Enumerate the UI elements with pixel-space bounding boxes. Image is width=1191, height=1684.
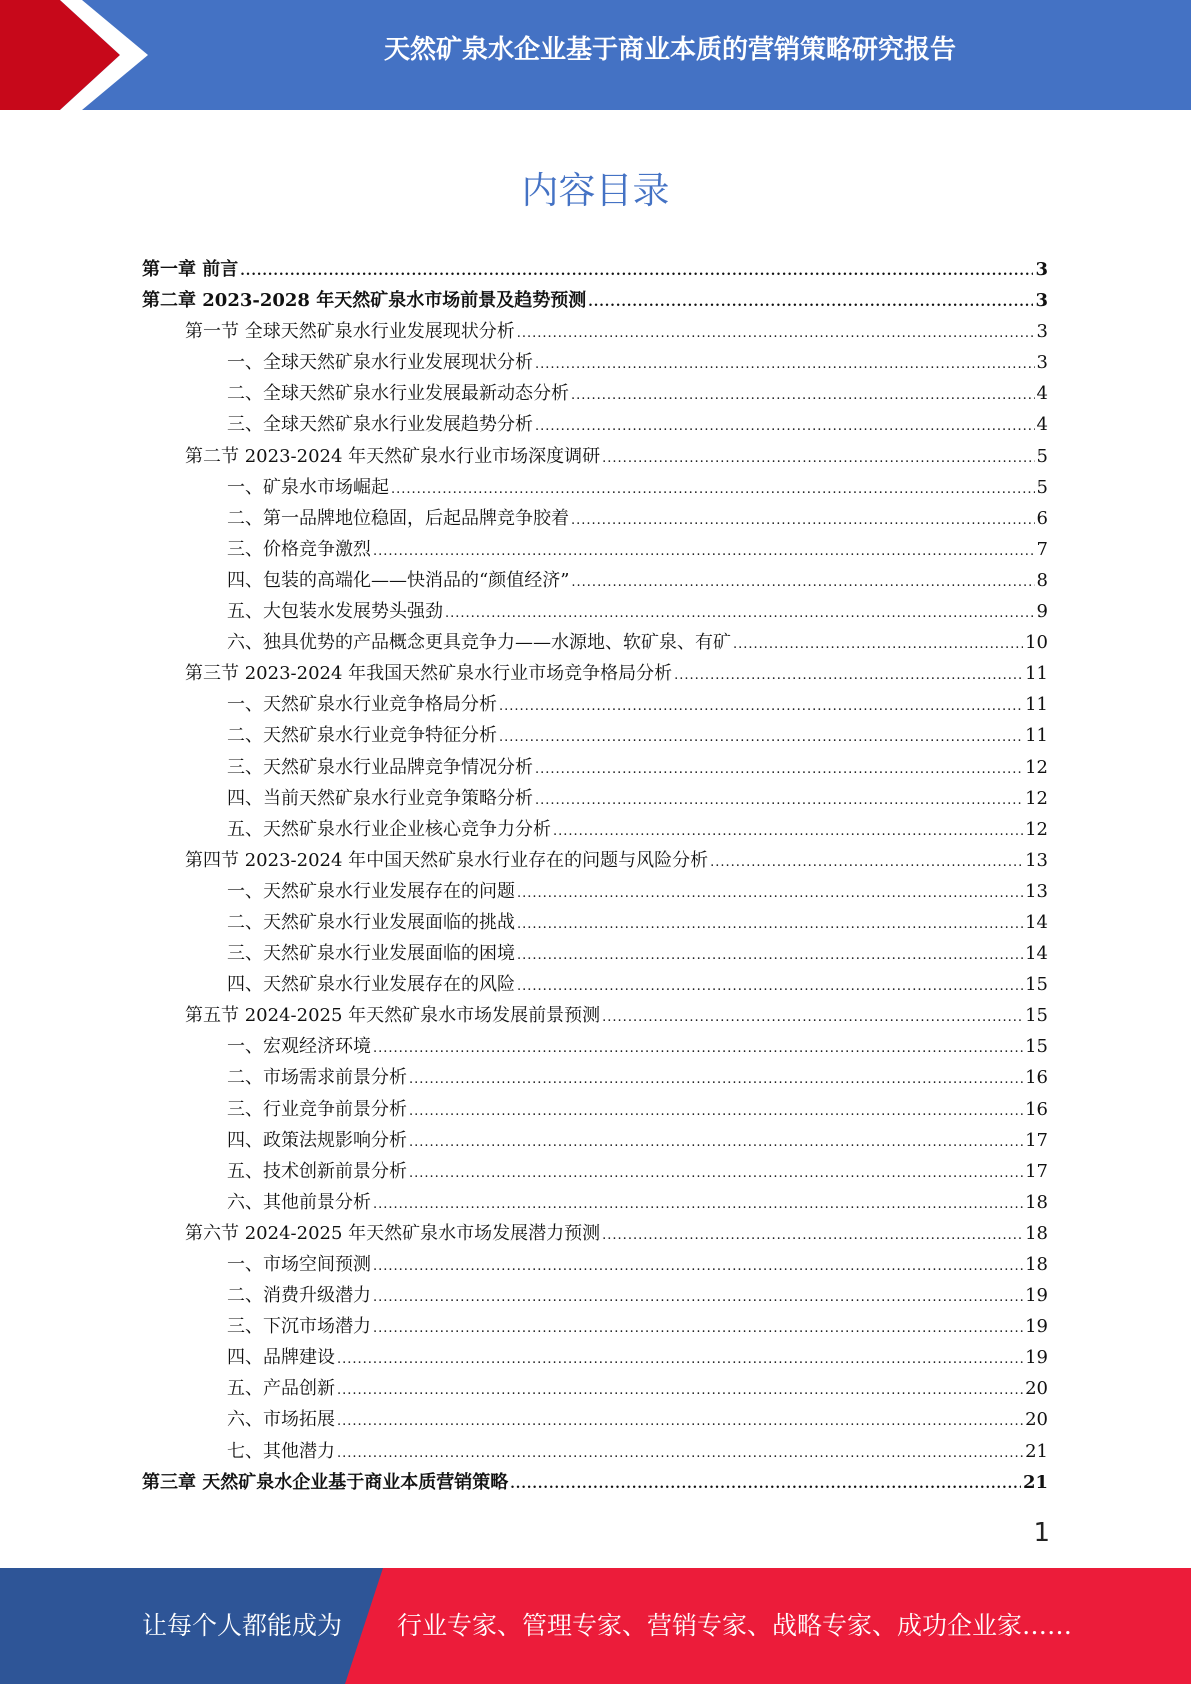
toc-entry-page: 9 bbox=[1036, 601, 1048, 623]
page-number: 1 bbox=[1033, 1518, 1050, 1548]
toc-entry-page: 20 bbox=[1025, 1378, 1048, 1400]
toc-leader-dots bbox=[710, 847, 1023, 878]
toc-entry-title: 三、下沉市场潜力 bbox=[227, 1316, 371, 1338]
toc-entry[interactable] bbox=[142, 254, 1048, 285]
toc-leader-dots bbox=[602, 443, 1034, 474]
toc-entry-title: 六、独具优势的产品概念更具竞争力——水源地、软矿泉、有矿 bbox=[227, 632, 731, 654]
toc-entry[interactable] bbox=[142, 1000, 1048, 1031]
toc-leader-dots bbox=[499, 691, 1023, 722]
toc-entry-title: 第二节 2023-2024 年天然矿泉水行业市场深度调研 bbox=[185, 445, 601, 467]
toc-leader-dots bbox=[535, 785, 1023, 816]
toc-leader-dots bbox=[602, 1002, 1023, 1033]
toc-entry[interactable] bbox=[142, 783, 1048, 814]
toc-entry[interactable] bbox=[142, 441, 1048, 472]
toc-leader-dots bbox=[409, 1158, 1023, 1189]
toc-entry-title: 第五节 2024-2025 年天然矿泉水市场发展前景预测 bbox=[185, 1005, 601, 1027]
toc-entry-page: 18 bbox=[1025, 1222, 1048, 1244]
toc-leader-dots bbox=[510, 1469, 1021, 1500]
toc-leader-dots bbox=[391, 474, 1035, 505]
toc-leader-dots bbox=[517, 318, 1035, 349]
toc-leader-dots bbox=[409, 1096, 1023, 1127]
toc-entry-page: 11 bbox=[1025, 725, 1048, 747]
toc-leader-dots bbox=[373, 1033, 1023, 1064]
toc-entry[interactable] bbox=[142, 845, 1048, 876]
toc-entry-page: 4 bbox=[1036, 414, 1048, 436]
toc-entry-title: 四、当前天然矿泉水行业竞争策略分析 bbox=[227, 787, 533, 809]
toc-leader-dots bbox=[571, 505, 1035, 536]
toc-entry-title: 五、天然矿泉水行业企业核心竞争力分析 bbox=[227, 818, 551, 840]
toc-entry[interactable] bbox=[142, 472, 1048, 503]
toc-entry[interactable] bbox=[142, 378, 1048, 409]
toc-entry[interactable] bbox=[142, 596, 1048, 627]
toc-entry-page: 21 bbox=[1025, 1440, 1048, 1462]
toc-entry[interactable] bbox=[142, 565, 1048, 596]
toc-entry-title: 六、其他前景分析 bbox=[227, 1191, 371, 1213]
toc-entry[interactable] bbox=[142, 503, 1048, 534]
toc-leader-dots bbox=[535, 754, 1023, 785]
toc-entry-page: 5 bbox=[1036, 445, 1048, 467]
toc-entry[interactable] bbox=[142, 409, 1048, 440]
toc-entry[interactable] bbox=[142, 534, 1048, 565]
toc-entry-title: 三、天然矿泉水行业品牌竞争情况分析 bbox=[227, 756, 533, 778]
footer-slogan-left: 让每个人都能成为 bbox=[142, 1611, 343, 1640]
toc-entry-title: 第一章 前言 bbox=[142, 259, 239, 280]
toc-entry[interactable] bbox=[142, 1467, 1048, 1498]
toc-leader-dots bbox=[517, 909, 1023, 940]
toc-entry-title: 二、第一品牌地位稳固，后起品牌竞争胶着 bbox=[227, 507, 569, 529]
toc-entry-page: 3 bbox=[1035, 290, 1048, 312]
toc-entry-page: 5 bbox=[1036, 476, 1048, 498]
toc-entry[interactable] bbox=[142, 1156, 1048, 1187]
toc-entry-page: 13 bbox=[1025, 849, 1048, 871]
toc-entry-title: 三、天然矿泉水行业发展面临的困境 bbox=[227, 943, 515, 965]
toc-entry[interactable] bbox=[142, 689, 1048, 720]
toc-entry-title: 五、大包装水发展势头强劲 bbox=[227, 601, 443, 623]
page-footer bbox=[0, 1568, 1191, 1684]
toc-entry-title: 二、天然矿泉水行业竞争特征分析 bbox=[227, 725, 497, 747]
toc-entry[interactable] bbox=[142, 1218, 1048, 1249]
toc-entry-title: 二、市场需求前景分析 bbox=[227, 1067, 407, 1089]
toc-leader-dots bbox=[553, 816, 1023, 847]
toc-entry-page: 19 bbox=[1025, 1316, 1048, 1338]
toc-leader-dots bbox=[571, 567, 1034, 598]
toc-entry-title: 一、宏观经济环境 bbox=[227, 1036, 371, 1058]
toc-entry[interactable] bbox=[142, 1062, 1048, 1093]
toc-leader-dots bbox=[373, 1282, 1023, 1313]
header-chevron-decoration bbox=[0, 0, 160, 110]
toc-entry[interactable] bbox=[142, 1436, 1048, 1467]
toc-entry-page: 18 bbox=[1025, 1254, 1048, 1275]
report-title: 天然矿泉水企业基于商业本质的营销策略研究报告 bbox=[383, 35, 956, 65]
toc-entry-page: 4 bbox=[1036, 383, 1048, 405]
toc-leader-dots bbox=[517, 878, 1023, 909]
toc-leader-dots bbox=[373, 1313, 1023, 1344]
toc-entry-title: 一、市场空间预测 bbox=[227, 1254, 371, 1275]
toc-entry-title: 一、天然矿泉水行业发展存在的问题 bbox=[227, 880, 515, 902]
toc-leader-dots bbox=[337, 1344, 1023, 1375]
toc-entry-title: 一、矿泉水市场崛起 bbox=[227, 476, 389, 498]
toc-entry-title: 二、全球天然矿泉水行业发展最新动态分析 bbox=[227, 383, 569, 405]
toc-entry-title: 二、天然矿泉水行业发展面临的挑战 bbox=[227, 911, 515, 933]
toc-entry-title: 五、技术创新前景分析 bbox=[227, 1160, 407, 1182]
toc-entry-title: 三、价格竞争激烈 bbox=[227, 538, 371, 560]
toc-entry[interactable] bbox=[142, 1311, 1048, 1342]
toc-leader-dots bbox=[409, 1064, 1023, 1095]
toc-leader-dots bbox=[674, 660, 1023, 691]
toc-entry[interactable] bbox=[142, 285, 1048, 316]
toc-entry-title: 第一节 全球天然矿泉水行业发展现状分析 bbox=[185, 321, 515, 343]
toc-entry-page: 15 bbox=[1025, 1005, 1048, 1027]
toc-entry[interactable] bbox=[142, 658, 1048, 689]
toc-entry[interactable] bbox=[142, 876, 1048, 907]
toc-entry-page: 15 bbox=[1025, 1036, 1048, 1058]
toc-entry-page: 14 bbox=[1025, 911, 1048, 933]
toc-entry[interactable] bbox=[142, 627, 1048, 658]
footer-slogan-right: 行业专家、管理专家、营销专家、战略专家、成功企业家…… bbox=[397, 1611, 1073, 1640]
toc-entry-page: 16 bbox=[1025, 1067, 1048, 1089]
toc-entry[interactable] bbox=[142, 938, 1048, 969]
toc-entry[interactable] bbox=[142, 316, 1048, 347]
toc-entry-page: 20 bbox=[1025, 1409, 1048, 1431]
toc-entry-title: 第二章 2023-2028 年天然矿泉水市场前景及趋势预测 bbox=[142, 290, 587, 312]
toc-entry-page: 11 bbox=[1025, 694, 1048, 716]
toc-entry-page: 11 bbox=[1025, 663, 1048, 685]
toc-leader-dots bbox=[337, 1375, 1023, 1406]
toc-leader-dots bbox=[517, 940, 1023, 971]
toc-leader-dots bbox=[373, 1251, 1023, 1282]
toc-leader-dots bbox=[499, 722, 1023, 753]
toc-entry-title: 三、全球天然矿泉水行业发展趋势分析 bbox=[227, 414, 533, 436]
toc-leader-dots bbox=[373, 536, 1035, 567]
toc-entry[interactable] bbox=[142, 1404, 1048, 1435]
toc-entry-title: 六、市场拓展 bbox=[227, 1409, 335, 1431]
toc-entry-title: 四、政策法规影响分析 bbox=[227, 1129, 407, 1151]
toc-entry-page: 17 bbox=[1025, 1160, 1048, 1182]
toc-heading: 内容目录 bbox=[521, 169, 670, 212]
toc-leader-dots bbox=[373, 1189, 1023, 1220]
toc-entry[interactable] bbox=[142, 1249, 1048, 1280]
toc-entry-page: 12 bbox=[1025, 818, 1048, 840]
toc-entry[interactable] bbox=[142, 1125, 1048, 1156]
toc-entry-page: 14 bbox=[1025, 943, 1048, 965]
table-of-contents bbox=[142, 254, 1048, 1498]
toc-entry-title: 七、其他潜力 bbox=[227, 1440, 335, 1462]
toc-leader-dots bbox=[445, 598, 1035, 629]
toc-entry[interactable] bbox=[142, 1187, 1048, 1218]
toc-entry-page: 12 bbox=[1025, 756, 1048, 778]
toc-entry-page: 7 bbox=[1036, 538, 1048, 560]
toc-leader-dots bbox=[337, 1438, 1023, 1469]
toc-entry-title: 五、产品创新 bbox=[227, 1378, 335, 1400]
toc-entry-title: 四、品牌建设 bbox=[227, 1347, 335, 1369]
toc-entry-title: 第六节 2024-2025 年天然矿泉水市场发展潜力预测 bbox=[185, 1222, 601, 1244]
toc-entry-page: 3 bbox=[1035, 259, 1048, 280]
toc-entry[interactable] bbox=[142, 752, 1048, 783]
toc-entry[interactable] bbox=[142, 1373, 1048, 1404]
toc-entry-page: 16 bbox=[1025, 1098, 1048, 1120]
toc-entry-page: 3 bbox=[1036, 352, 1048, 374]
toc-entry-title: 第三章 天然矿泉水企业基于商业本质营销策略 bbox=[142, 1471, 509, 1493]
toc-entry-page: 6 bbox=[1036, 507, 1048, 529]
toc-entry-page: 15 bbox=[1025, 974, 1048, 996]
toc-entry-page: 13 bbox=[1025, 880, 1048, 902]
toc-entry-title: 四、包装的高端化——快消品的“颜值经济” bbox=[227, 569, 570, 591]
toc-leader-dots bbox=[602, 1220, 1023, 1251]
toc-entry-page: 3 bbox=[1036, 321, 1048, 343]
toc-entry-page: 17 bbox=[1025, 1129, 1048, 1151]
toc-leader-dots bbox=[571, 380, 1035, 411]
toc-entry-title: 第三节 2023-2024 年我国天然矿泉水行业市场竞争格局分析 bbox=[185, 663, 673, 685]
toc-entry-page: 19 bbox=[1025, 1285, 1048, 1307]
toc-leader-dots bbox=[535, 411, 1035, 442]
toc-entry-title: 三、行业竞争前景分析 bbox=[227, 1098, 407, 1120]
toc-leader-dots bbox=[337, 1406, 1023, 1437]
toc-entry-page: 21 bbox=[1022, 1471, 1048, 1493]
toc-leader-dots bbox=[240, 256, 1033, 287]
toc-entry[interactable] bbox=[142, 1280, 1048, 1311]
toc-leader-dots bbox=[517, 971, 1023, 1002]
toc-leader-dots bbox=[535, 349, 1035, 380]
toc-entry[interactable] bbox=[142, 1031, 1048, 1062]
toc-entry-title: 一、天然矿泉水行业竞争格局分析 bbox=[227, 694, 497, 716]
toc-entry-page: 19 bbox=[1025, 1347, 1048, 1369]
toc-entry-page: 18 bbox=[1025, 1191, 1048, 1213]
toc-entry[interactable] bbox=[142, 969, 1048, 1000]
toc-entry[interactable] bbox=[142, 907, 1048, 938]
toc-entry[interactable] bbox=[142, 347, 1048, 378]
toc-entry-title: 二、消费升级潜力 bbox=[227, 1285, 371, 1307]
toc-leader-dots bbox=[588, 287, 1033, 318]
toc-entry[interactable] bbox=[142, 1342, 1048, 1373]
toc-entry[interactable] bbox=[142, 1094, 1048, 1125]
toc-entry-page: 8 bbox=[1036, 569, 1048, 591]
toc-leader-dots bbox=[409, 1127, 1023, 1158]
toc-entry-title: 四、天然矿泉水行业发展存在的风险 bbox=[227, 974, 515, 996]
toc-leader-dots bbox=[733, 629, 1023, 660]
toc-entry-title: 一、全球天然矿泉水行业发展现状分析 bbox=[227, 352, 533, 374]
toc-entry[interactable] bbox=[142, 720, 1048, 751]
toc-entry-page: 10 bbox=[1025, 632, 1048, 654]
toc-entry-title: 第四节 2023-2024 年中国天然矿泉水行业存在的问题与风险分析 bbox=[185, 849, 709, 871]
page-header bbox=[0, 0, 1191, 110]
toc-entry[interactable] bbox=[142, 814, 1048, 845]
toc-entry-page: 12 bbox=[1025, 787, 1048, 809]
